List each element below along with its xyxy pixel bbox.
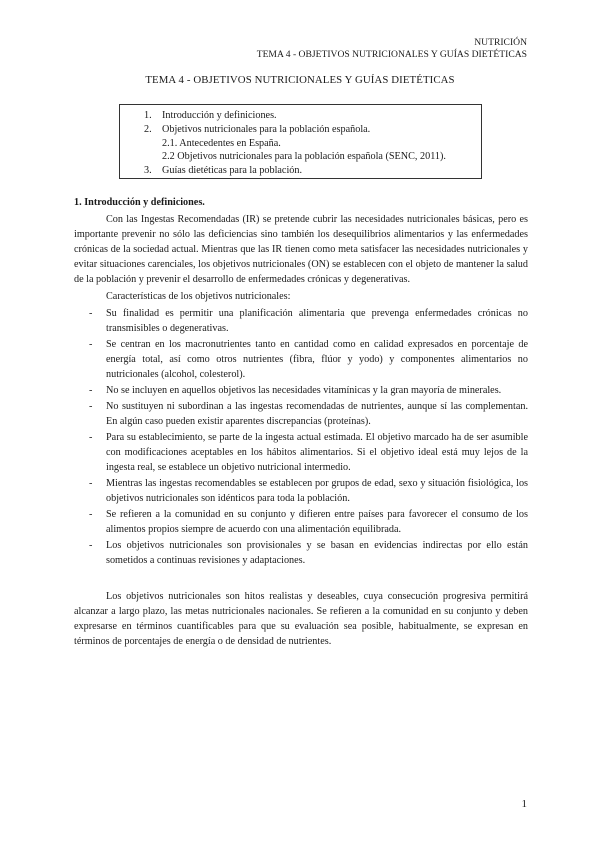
- list-item: - Su finalidad es permitir una planificación alimentaria que prevenga enfermedades crónicas no transmisibles o degenerativas.: [89, 308, 528, 334]
- dash-bullet: -: [89, 432, 93, 443]
- dash-bullet: -: [89, 385, 93, 396]
- section-heading: 1. Introducción y definiciones.: [74, 197, 205, 208]
- running-header: [257, 37, 527, 61]
- page-title: TEMA 4 - OBJETIVOS NUTRICIONALES Y GUÍAS DIETÉTICAS: [145, 74, 455, 86]
- dash-bullet: -: [89, 540, 93, 551]
- section-introduction: [74, 195, 528, 649]
- page-number: 1: [521, 798, 527, 810]
- dash-bullet: -: [89, 478, 93, 489]
- toc-item: 2. Objetivos nutricionales para la población española.: [144, 123, 371, 135]
- list-item: - No se incluyen en aquellos objetivos las necesidades vitamínicas y la gran mayoría de minerales.: [89, 385, 502, 396]
- dash-bullet: -: [89, 308, 93, 319]
- dash-bullet: -: [89, 339, 93, 350]
- characteristics-list: [74, 306, 528, 568]
- dash-bullet: -: [89, 401, 93, 412]
- list-item: - Los objetivos nutricionales son provisionales y se basan en evidencias indirectas por ello están sometidos a continuas revisiones y adaptaciones.: [89, 540, 528, 566]
- toc-subitem: 2.2 Objetivos nutricionales para la población española (SENC, 2011).: [162, 151, 446, 163]
- list-item: - No sustituyen ni subordinan a las ingestas recomendadas de nutrientes, aunque sí las complementan. En algún caso pueden existir aparentes discrepancias (proteínas).: [89, 401, 528, 427]
- toc-item: 1. Introducción y definiciones.: [144, 110, 277, 121]
- characteristics-intro: Características de los objetivos nutricionales:: [106, 291, 291, 302]
- list-item: - Se centran en los macronutrientes tanto en cantidad como en calidad expresados en porcentaje de energía total, así como otros nutrientes (fibra, flúor y yodo) y componentes alimentarios no nutricionales (alcohol, colesterol).: [89, 339, 528, 380]
- header-subject: NUTRICIÓN: [474, 37, 527, 48]
- toc-subitem: 2.1. Antecedentes en España.: [162, 137, 281, 149]
- intro-paragraph: Con las Ingestas Recomendadas (IR) se pretende cubrir las necesidades nutricionales básicas, pero es importante prevenir no sólo las deficiencias sino también los desequilibrios alimentarios y las enfermedades crónicas de la sociedad actual. Mientras que las IR tienen como meta satisfacer las necesidades nutricionales y evitar situaciones carenciales, los objetivos nutricionales (ON) se establecen con el objeto de mantener la salud de la población y prevenir el desarrollo de enfermedades crónicas y degenerativas.: [74, 214, 528, 285]
- dash-bullet: -: [89, 509, 93, 520]
- list-item: - Para su establecimiento, se parte de la ingesta actual estimada. El objetivo marcado ha de ser asumible con modificaciones aceptables en los hábitos alimentarios. Si el objetivo ideal está muy lejos de la ingesta real, se establece un objetivo nutricional intermedio.: [89, 432, 528, 473]
- list-item: - Se refieren a la comunidad en su conjunto y difieren entre países para favorecer el consumo de los alimentos propios siempre de acuerdo con una alimentación equilibrada.: [89, 509, 528, 535]
- header-topic: TEMA 4 - OBJETIVOS NUTRICIONALES Y GUÍAS DIETÉTICAS: [256, 49, 527, 60]
- table-of-contents: [119, 104, 482, 179]
- list-item: - Mientras las ingestas recomendables se establecen por grupos de edad, sexo y situación fisiológica, los objetivos nutricionales son idénticos para toda la población.: [89, 478, 528, 504]
- toc-item: 3. Guías dietéticas para la población.: [144, 165, 303, 177]
- closing-paragraph: Los objetivos nutricionales son hitos realistas y deseables, cuya consecución progresiva permitirá alcanzar a largo plazo, las metas nutricionales nacionales. Se refieren a la comunidad en su conjunto y deben expresarse en términos cuantificables para que su evaluación sea posible, habitualmente, se expresan en términos de porcentajes de energía o de densidad de nutrientes.: [74, 591, 528, 647]
